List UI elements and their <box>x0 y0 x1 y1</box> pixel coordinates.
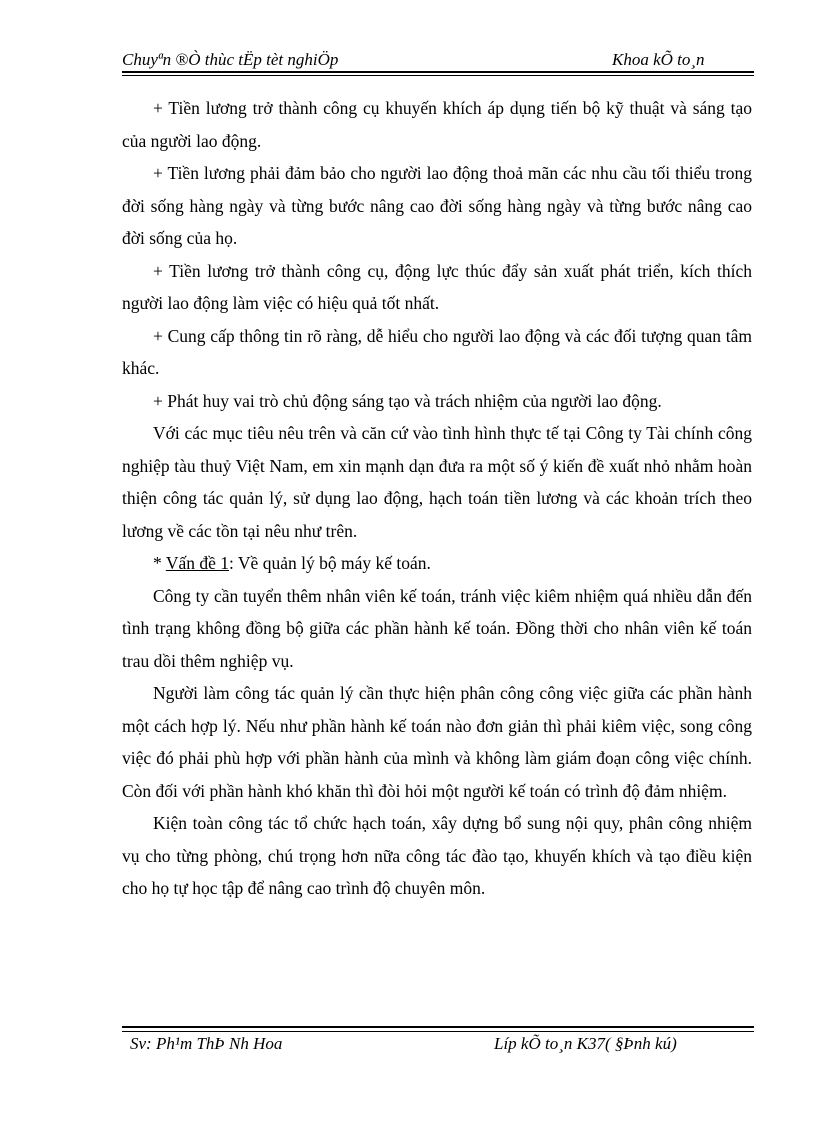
paragraph: + Tiền lương phải đảm bảo cho người lao động thoả mãn các nhu cầu tối thiểu trong đời sống hàng ngày và từng bước nâng cao đời sống hàng ngày và từng bước nâng cao đời sống của họ. <box>122 163 752 248</box>
paragraph: Với các mục tiêu nêu trên và căn cứ vào tình hình thực tế tại Công ty Tài chính công nghiệp tàu thuỷ Việt Nam, em xin mạnh dạn đưa ra một số ý kiến đề xuất nhỏ nhằm hoàn thiện công tác quản lý, sử dụng lao động, hạch toán tiền lương và các khoản trích theo lương về các tồn tại nêu như trên. <box>122 423 752 541</box>
issue-prefix: * <box>153 553 166 573</box>
issue-heading <box>122 547 752 580</box>
paragraph: Kiện toàn công tác tổ chức hạch toán, xây dựng bổ sung nội quy, phân công nhiệm vụ cho từng phòng, chú trọng hơn nữa công tác đào tạo, khuyến khích và tạo điều kiện cho họ tự học tập để nâng cao trình độ chuyên môn. <box>122 813 752 898</box>
paragraph: Người làm công tác quản lý cần thực hiện phân công công việc giữa các phần hành một cách hợp lý. Nếu như phần hành kế toán nào đơn giản thì phải kiêm việc, song công việc đó phải phù hợp với phần hành của mình và không làm giám đoạn công việc chính. Còn đối với phần hành khó khăn thì đòi hỏi một người kế toán có trình độ đảm nhiệm. <box>122 683 752 801</box>
header-rule-thick <box>122 71 754 73</box>
footer-student: Sv: Ph¹m ThÞ Nh Hoa <box>130 1034 283 1053</box>
header-title: Chuyªn ®Ò thùc tËp tèt nghiÖp <box>122 50 339 69</box>
paragraph: + Tiền lương trở thành công cụ khuyến khích áp dụng tiến bộ kỹ thuật và sáng tạo của người lao động. <box>122 98 752 151</box>
document-body <box>122 92 752 905</box>
issue-label: Vấn đề 1 <box>165 553 229 573</box>
page-header <box>122 48 754 72</box>
paragraph: Công ty cần tuyển thêm nhân viên kế toán, tránh việc kiêm nhiệm quá nhiều dẫn đến tình trạng không đồng bộ giữa các phần hành kế toán. Đồng thời cho nhân viên kế toán trau dồi thêm nghiệp vụ. <box>122 585 752 671</box>
footer-rule-thick <box>122 1026 754 1028</box>
issue-text: : Về quản lý bộ máy kế toán. <box>229 553 431 573</box>
paragraph: + Phát huy vai trò chủ động sáng tạo và trách nhiệm của người lao động. <box>153 390 662 411</box>
paragraph: + Cung cấp thông tin rõ ràng, dễ hiểu cho người lao động và các đối tượng quan tâm khác. <box>122 325 752 378</box>
paragraph: + Tiền lương trở thành công cụ, động lực thúc đẩy sản xuất phát triển, kích thích người lao động làm việc có hiệu quả tốt nhất. <box>122 260 752 313</box>
page-footer <box>122 1032 754 1056</box>
header-rule-thin <box>122 75 754 76</box>
header-department: Khoa kÕ to¸n <box>612 50 705 69</box>
footer-class: Líp kÕ to¸n K37( §Þnh kú) <box>494 1034 677 1053</box>
